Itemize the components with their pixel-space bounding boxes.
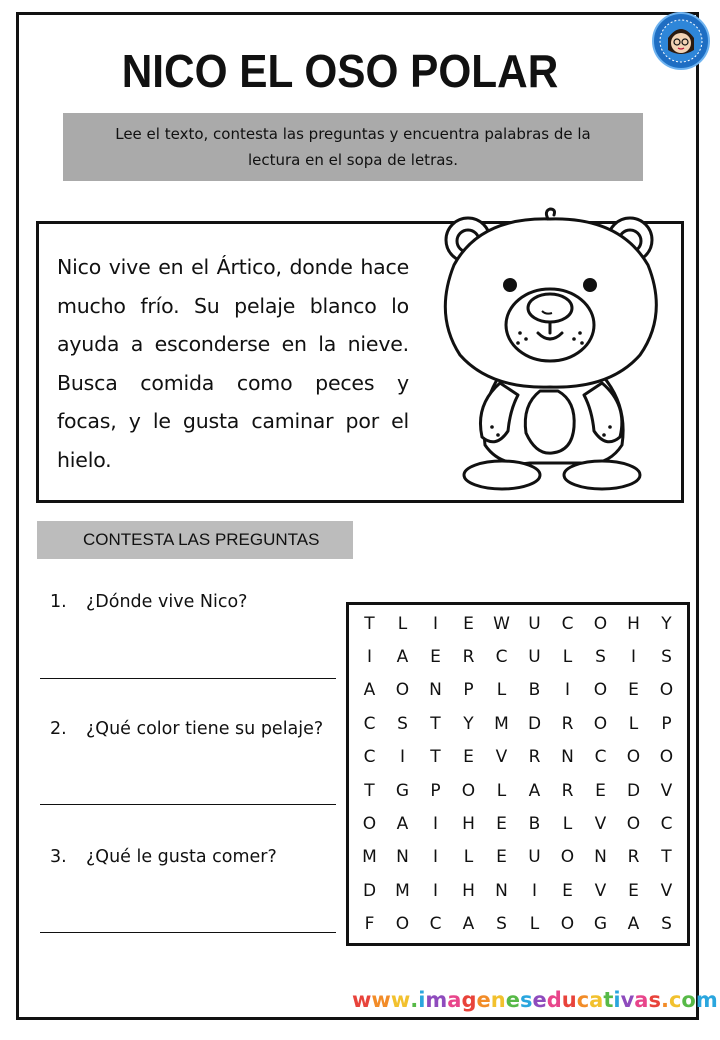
instructions-text: Lee el texto, contesta las preguntas y encuentra palabras de la lectura en el sopa de letras. [115, 125, 591, 169]
word-search-cell[interactable]: E [496, 814, 507, 835]
word-search-cell[interactable]: E [496, 847, 507, 868]
word-search-cell[interactable]: P [430, 780, 441, 801]
question-2-text: ¿Qué color tiene su pelaje? [86, 719, 324, 739]
question-3-number: 3. [50, 847, 67, 867]
word-search-cell[interactable]: N [561, 747, 574, 768]
teacher-avatar-logo-icon [652, 12, 710, 70]
word-search-cell[interactable]: H [462, 814, 475, 835]
word-search-cell[interactable]: N [495, 880, 508, 901]
word-search-cell[interactable]: B [528, 680, 541, 701]
answer-line-2[interactable] [40, 804, 336, 805]
word-search-cell[interactable]: S [661, 914, 672, 935]
question-3 [50, 847, 277, 867]
word-search-cell[interactable]: A [396, 814, 409, 835]
word-search-cell[interactable]: R [561, 713, 574, 734]
word-search-cell[interactable]: S [496, 914, 507, 935]
word-search-cell[interactable]: O [395, 680, 410, 701]
question-1-text: ¿Dónde vive Nico? [86, 592, 248, 612]
word-search-cell[interactable]: R [462, 647, 475, 668]
word-search-cell[interactable]: P [661, 713, 672, 734]
word-search-cell[interactable]: Y [463, 713, 474, 734]
word-search-cell[interactable]: A [363, 680, 376, 701]
word-search-cell[interactable]: I [432, 880, 438, 901]
word-search-cell[interactable]: L [562, 647, 573, 668]
questions-header [37, 521, 353, 559]
word-search-cell[interactable]: E [562, 880, 573, 901]
word-search-cell[interactable]: C [363, 713, 376, 734]
word-search-cell[interactable]: O [626, 814, 641, 835]
word-search-cell[interactable]: G [395, 780, 410, 801]
word-search-cell[interactable]: A [528, 780, 541, 801]
word-search-cell[interactable]: S [595, 647, 606, 668]
word-search-cell[interactable]: H [462, 880, 475, 901]
word-search-cell[interactable]: S [397, 713, 408, 734]
word-search-cell[interactable]: A [396, 647, 409, 668]
word-search-cell[interactable]: C [429, 914, 442, 935]
word-search-cell[interactable]: T [364, 613, 375, 634]
word-search-cell[interactable]: L [496, 680, 507, 701]
word-search-cell[interactable]: N [396, 847, 409, 868]
instructions-box [63, 113, 643, 181]
question-2-number: 2. [50, 719, 67, 739]
word-search-cell[interactable]: E [628, 680, 639, 701]
word-search-cell[interactable]: O [593, 713, 608, 734]
word-search-cell[interactable]: O [593, 680, 608, 701]
word-search-cell[interactable]: M [494, 713, 509, 734]
word-search-cell[interactable]: T [430, 713, 441, 734]
word-search-cell[interactable]: O [362, 814, 377, 835]
word-search-cell[interactable]: I [432, 613, 438, 634]
word-search-cell[interactable]: R [561, 780, 574, 801]
word-search-cell[interactable]: C [495, 647, 508, 668]
word-search-cell[interactable]: M [395, 880, 410, 901]
word-search-cell[interactable]: D [362, 880, 377, 901]
word-search-cell[interactable]: C [594, 747, 607, 768]
word-search-cell[interactable]: I [366, 647, 372, 668]
word-search-cell[interactable]: I [531, 880, 537, 901]
word-search-cell[interactable]: P [463, 680, 474, 701]
word-search-grid[interactable] [346, 602, 690, 946]
word-search-cell[interactable]: V [660, 780, 673, 801]
word-search-cell[interactable]: U [528, 647, 541, 668]
word-search-cell[interactable]: O [659, 747, 674, 768]
word-search-cell[interactable]: U [528, 613, 541, 634]
word-search-cell[interactable]: I [564, 680, 570, 701]
word-search-cell[interactable]: O [593, 613, 608, 634]
word-search-cell[interactable]: V [495, 747, 508, 768]
word-search-cell[interactable]: I [399, 747, 405, 768]
footer-url: www.imageneseducativas.com [352, 988, 718, 1012]
word-search-cell[interactable]: E [430, 647, 441, 668]
word-search-cell[interactable]: C [561, 613, 574, 634]
word-search-cell[interactable]: O [626, 747, 641, 768]
word-search-cell[interactable]: L [628, 713, 639, 734]
word-search-cell[interactable]: G [593, 914, 608, 935]
word-search-cell[interactable]: L [496, 780, 507, 801]
word-search-cell[interactable]: U [528, 847, 541, 868]
question-2 [50, 719, 323, 739]
word-search-cell[interactable]: R [528, 747, 541, 768]
polar-bear-illustration-icon [440, 205, 680, 495]
reading-text: Nico vive en el Ártico, donde hace mucho frío. Su pelaje blanco lo ayuda a esconderse en la nieve. Busca comida como peces y focas, y le gusta caminar por el hielo. [57, 255, 409, 472]
word-search-cell[interactable]: V [594, 814, 607, 835]
word-search-cell[interactable]: V [660, 880, 673, 901]
word-search-cell[interactable]: L [397, 613, 408, 634]
word-search-cell[interactable]: B [528, 814, 541, 835]
word-search-cell[interactable]: D [626, 780, 641, 801]
word-search-cell[interactable]: I [630, 647, 636, 668]
word-search-cell[interactable]: L [529, 914, 540, 935]
word-search-cell[interactable]: S [661, 647, 672, 668]
word-search-cell[interactable]: Y [661, 613, 672, 634]
word-search-cell[interactable]: N [429, 680, 442, 701]
word-search-cell[interactable]: N [594, 847, 607, 868]
answer-line-1[interactable] [40, 678, 336, 679]
word-search-cell[interactable]: L [463, 847, 474, 868]
word-search-cell[interactable]: I [432, 814, 438, 835]
word-search-cell[interactable]: T [364, 780, 375, 801]
word-search-cell[interactable]: R [627, 847, 640, 868]
word-search-cell[interactable]: T [430, 747, 441, 768]
word-search-cell[interactable]: D [527, 713, 542, 734]
questions-header-label: CONTESTA LAS PREGUNTAS [83, 530, 320, 549]
word-search-cell[interactable]: E [463, 747, 474, 768]
word-search-cell[interactable]: E [463, 613, 474, 634]
word-search-cell[interactable]: O [560, 847, 575, 868]
word-search-cell[interactable]: E [628, 880, 639, 901]
question-1 [50, 592, 247, 612]
word-search-cell[interactable]: A [462, 914, 475, 935]
word-search-cell[interactable]: C [660, 814, 673, 835]
word-search-cell[interactable]: I [432, 847, 438, 868]
word-search-cell[interactable]: O [659, 680, 674, 701]
question-3-text: ¿Qué le gusta comer? [86, 847, 277, 867]
word-search-cell[interactable]: A [627, 914, 640, 935]
answer-line-3[interactable] [40, 932, 336, 933]
word-search-cell[interactable]: W [493, 613, 510, 634]
word-search-cell[interactable]: L [562, 814, 573, 835]
word-search-cell[interactable]: C [363, 747, 376, 768]
word-search-cell[interactable]: V [594, 880, 607, 901]
word-search-cell[interactable]: O [461, 780, 476, 801]
word-search-cell[interactable]: M [362, 847, 377, 868]
word-search-cell[interactable]: O [395, 914, 410, 935]
question-1-number: 1. [50, 592, 67, 612]
word-search-cell[interactable]: H [627, 613, 640, 634]
page-title: NICO EL OSO POLAR [121, 45, 559, 97]
word-search-cell[interactable]: E [595, 780, 606, 801]
word-search-cell[interactable]: O [560, 914, 575, 935]
word-search-cell[interactable]: T [661, 847, 672, 868]
word-search-cell[interactable]: F [364, 914, 375, 935]
